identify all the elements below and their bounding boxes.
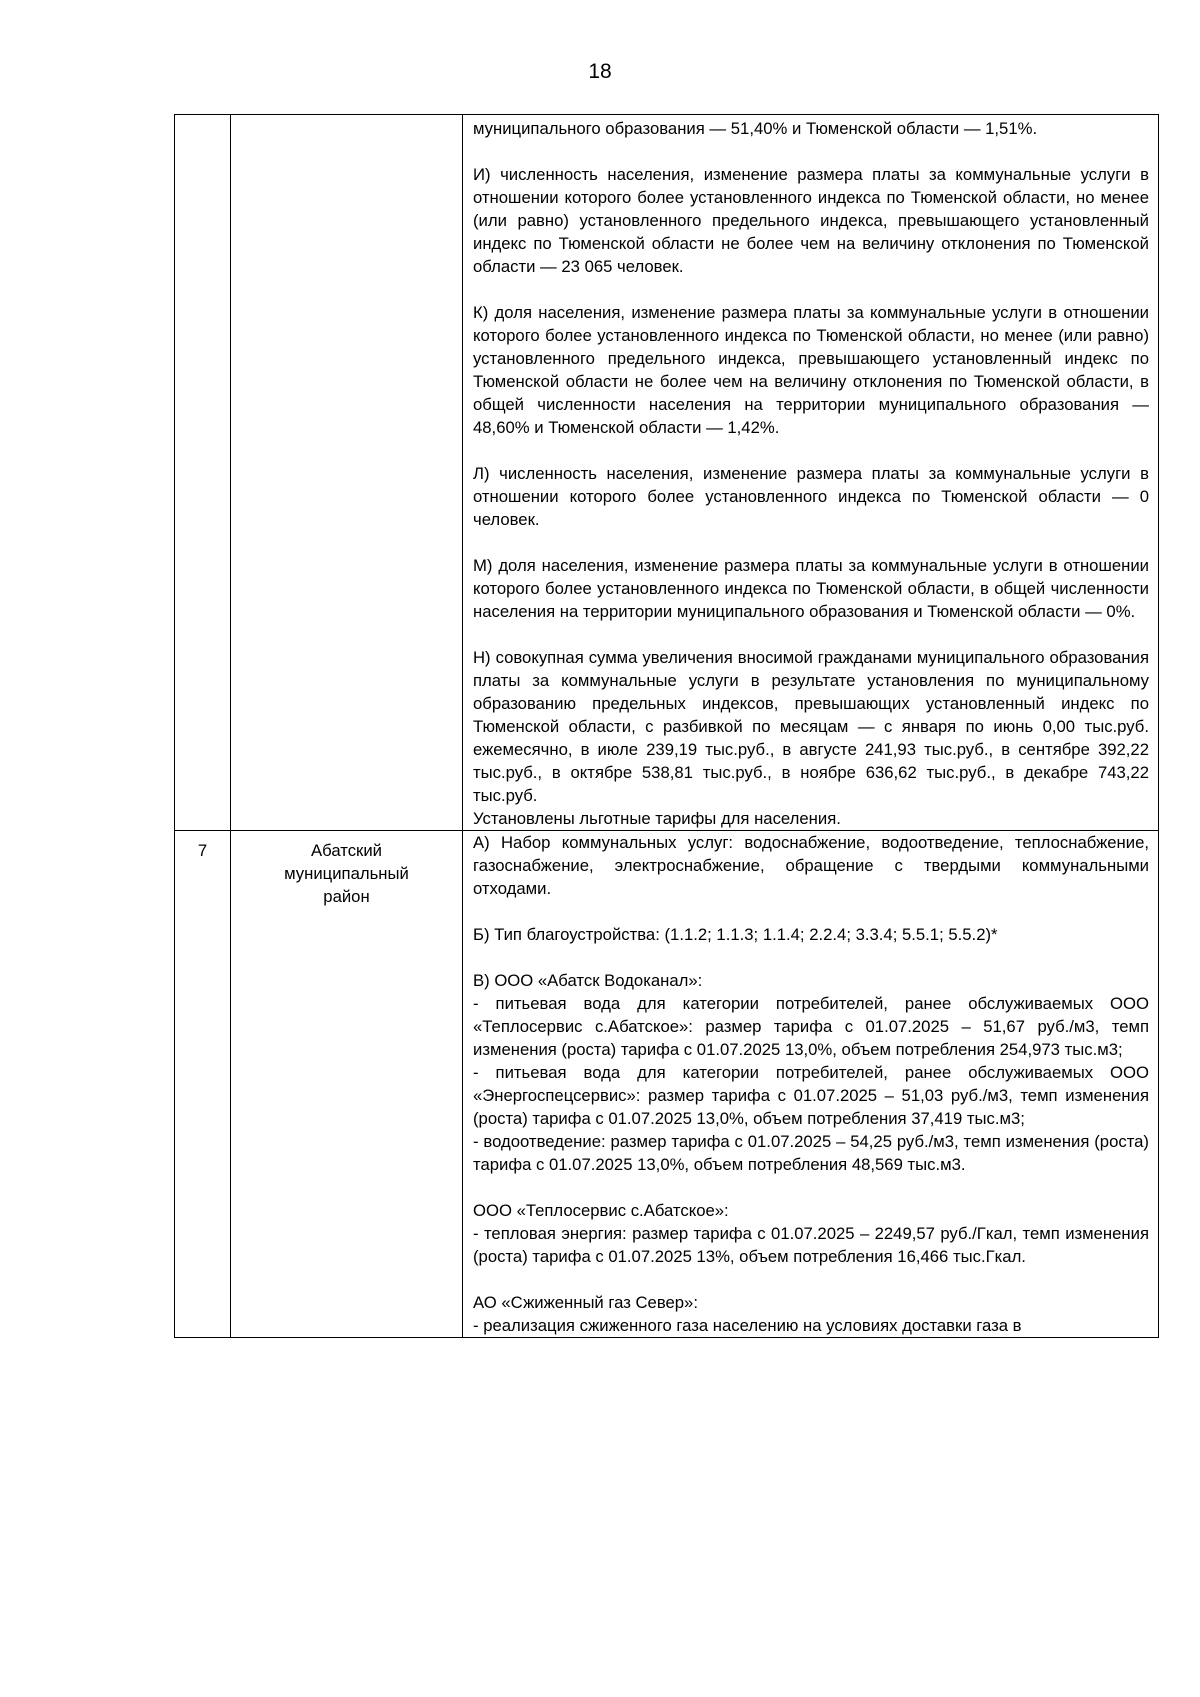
municipality-name-cell — [231, 115, 463, 831]
section-heading: ООО «Теплосервис с.Абатское»: — [473, 1201, 729, 1220]
paragraph: Б) Тип благоустройства: (1.1.2; 1.1.3; 1.1.4; 2.2.4; 3.3.4; 5.5.1; 5.5.2)* — [473, 925, 998, 944]
final-line: Установлены льготные тарифы для населения. — [473, 809, 841, 828]
paragraph: муниципального образования — 51,40% и Тюменской области — 1,51%. — [473, 119, 1038, 138]
paragraph: Л) численность населения, изменение размера платы за коммунальные услуги в отношении которого более установленного индекса по Тюменской области — 0 человек. — [473, 464, 1149, 529]
vodokanal-section — [473, 969, 1149, 1176]
paragraph: А) Набор коммунальных услуг: водоснабжение, водоотведение, теплоснабжение, газоснабжение, электроснабжение, обращение с твердыми коммунальными отходами. — [473, 833, 1149, 898]
tariff-line: - реализация сжиженного газа населению на условиях доставки газа в — [473, 1316, 1022, 1335]
tariff-line: - питьевая вода для категории потребителей, ранее обслуживаемых ООО «Теплосервис с.Абатское»: размер тарифа с 01.07.2025 – 51,67 руб./м3, темп изменения (роста) тарифа с 01.07.2025 13,0%, объем потребления 254,973 тыс.м3; — [473, 994, 1149, 1059]
page-number: 18 — [588, 60, 612, 83]
tariff-table — [174, 114, 1159, 1338]
section-heading: В) ООО «Абатск Водоканал»: — [473, 971, 703, 990]
table-row — [175, 831, 1159, 1338]
paragraph: И) численность населения, изменение размера платы за коммунальные услуги в отношении которого более установленного индекса по Тюменской области, но менее (или равно) установленного предельного индекса, превышающего установленный индекс по Тюменской области не более чем на величину отклонения по Тюменской области — 23 065 человек. — [473, 165, 1149, 276]
teploservis-section — [473, 1199, 1149, 1268]
municipality-name-cell: Абатский муниципальный район — [231, 831, 463, 1338]
tariff-line: - водоотведение: размер тарифа с 01.07.2025 – 54,25 руб./м3, темп изменения (роста) тарифа с 01.07.2025 13,0%, объем потребления 48,569 тыс.м3. — [473, 1132, 1149, 1174]
paragraph: Н) совокупная сумма увеличения вносимой гражданами муниципального образования платы за коммунальные услуги в результате установления по муниципальному образованию предельных индексов, превышающих установленный индекс по Тюменской области, с разбивкой по месяцам — с января по июнь 0,00 тыс.руб. ежемесячно, в июле 239,19 тыс.руб., в августе 241,93 тыс.руб., в сентябре 392,22 тыс.руб., в октябре 538,81 тыс.руб., в ноябре 636,62 тыс.руб., в декабре 743,22 тыс.руб. — [473, 648, 1149, 805]
description-cell — [463, 831, 1159, 1338]
paragraph: М) доля населения, изменение размера платы за коммунальные услуги в отношении которого более установленного индекса по Тюменской области, в общей численности населения на территории муниципального образования и Тюменской области — 0%. — [473, 556, 1149, 621]
gas-section — [473, 1291, 1149, 1337]
table-row — [175, 115, 1159, 831]
paragraph: К) доля населения, изменение размера платы за коммунальные услуги в отношении которого более установленного индекса по Тюменской области, но менее (или равно) установленного предельного индекса, превышающего установленный индекс по Тюменской области не более чем на величину отклонения по Тюменской области, в общей численности населения на территории муниципального образования — 48,60% и Тюменской области — 1,42%. — [473, 303, 1149, 437]
tariff-line: - питьевая вода для категории потребителей, ранее обслуживаемых ООО «Энергоспецсервис»: размер тарифа с 01.07.2025 – 51,03 руб./м3, темп изменения (роста) тарифа с 01.07.2025 13,0%, объем потребления 37,419 тыс.м3; — [473, 1063, 1149, 1128]
section-heading: АО «Сжиженный газ Север»: — [473, 1293, 698, 1312]
row-number-cell — [175, 115, 231, 831]
tariff-line: - тепловая энергия: размер тарифа с 01.07.2025 – 2249,57 руб./Гкал, темп изменения (роста) тарифа с 01.07.2025 13%, объем потребления 16,466 тыс.Гкал. — [473, 1224, 1149, 1266]
row-number-cell: 7 — [175, 831, 231, 1338]
description-cell — [463, 115, 1159, 831]
